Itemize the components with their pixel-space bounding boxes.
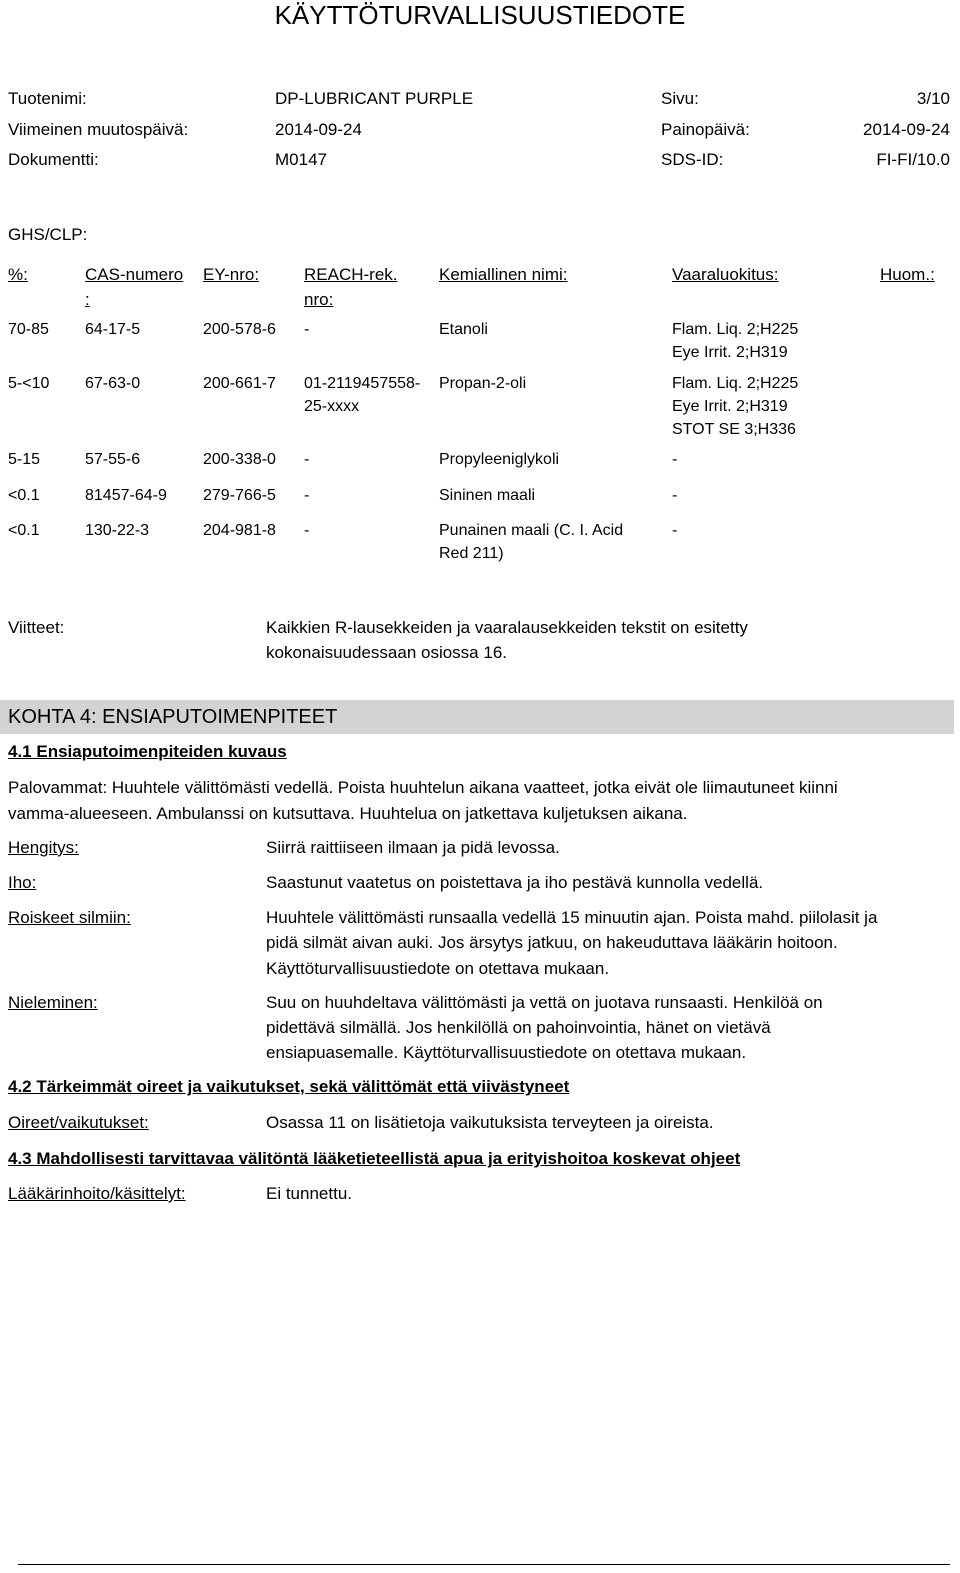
- product-name-value: DP-LUBRICANT PURPLE: [275, 89, 474, 108]
- document-title: KÄYTTÖTURVALLISUUSTIEDOTE: [274, 0, 686, 30]
- document-id-label: Dokumentti:: [8, 150, 99, 169]
- eyes-text-line-2: pidä silmät aivan auki. Jos ärsytys jatkuu, on hakeuduttava lääkärin hoitoon.: [266, 933, 838, 952]
- references-label: Viitteet:: [8, 618, 65, 637]
- treatment-label: Lääkärinhoito/käsittelyt:: [8, 1184, 186, 1203]
- document-id-value: M0147: [275, 150, 327, 169]
- cell-cas: 57-55-6: [85, 451, 141, 468]
- ingestion-text-line-2: pidettävä silmällä. Jos henkilöllä on pahoinvointia, hänet on vietävä: [266, 1018, 771, 1037]
- cell-classification-line-3: STOT SE 3;H336: [672, 421, 796, 438]
- page-value: 3/10: [916, 89, 950, 108]
- cell-ec: 200-661-7: [203, 375, 276, 392]
- cell-cas: 81457-64-9: [85, 487, 167, 504]
- cell-reach: -: [304, 487, 310, 504]
- eyes-label: Roiskeet silmiin:: [8, 908, 131, 927]
- ingestion-text-line-3: ensiapuasemalle. Käyttöturvallisuustiedote on otettava mukaan.: [266, 1043, 747, 1062]
- cell-classification: Flam. Liq. 2;H225: [672, 321, 799, 338]
- eyes-text-line-3: Käyttöturvallisuustiedote on otettava mukaan.: [266, 959, 610, 978]
- symptoms-label: Oireet/vaikutukset:: [8, 1113, 149, 1132]
- cell-ec: 200-338-0: [203, 451, 276, 468]
- cell-reach: -: [304, 451, 310, 468]
- cell-ec: 200-578-6: [203, 321, 276, 338]
- cell-reach: -: [304, 321, 310, 338]
- ghs-clp-heading: GHS/CLP:: [8, 225, 88, 244]
- print-date-value: 2014-09-24: [863, 120, 950, 139]
- cell-chemical-name: Propyleeniglykoli: [439, 451, 560, 468]
- cell-chemical-name: Punainen maali (C. I. Acid: [439, 522, 624, 539]
- section-4-header-bar: [0, 700, 954, 734]
- cell-reach: -: [304, 522, 310, 539]
- cell-classification: -: [672, 487, 678, 504]
- product-name-label: Tuotenimi:: [8, 89, 87, 108]
- subsection-4-2-heading: 4.2 Tärkeimmät oireet ja vaikutukset, sekä välittömät että viivästyneet: [8, 1077, 570, 1096]
- cell-cas: 67-63-0: [85, 375, 141, 392]
- cell-classification: -: [672, 451, 678, 468]
- cell-ec: 279-766-5: [203, 487, 276, 504]
- page-label: Sivu:: [661, 89, 699, 108]
- column-header-chemical-name: Kemiallinen nimi:: [439, 265, 568, 284]
- column-header-reach-cont: nro:: [304, 290, 334, 309]
- inhalation-label: Hengitys:: [8, 838, 79, 857]
- cell-chemical-name: Propan-2-oli: [439, 375, 527, 392]
- cell-percent: <0.1: [8, 522, 40, 539]
- first-aid-general-text-line-2: vamma-alueeseen. Ambulanssi on kutsuttava. Huuhtelua on jatkettava kuljetuksen aikana.: [8, 804, 688, 823]
- references-text-line-2: kokonaisuudessaan osiossa 16.: [266, 643, 507, 662]
- subsection-4-3-heading: 4.3 Mahdollisesti tarvittavaa välitöntä lääketieteellistä apua ja erityishoitoa koskevat ohjeet: [8, 1149, 741, 1168]
- cell-percent: <0.1: [8, 487, 40, 504]
- revision-date-value: 2014-09-24: [275, 120, 362, 139]
- cell-percent: 5-<10: [8, 375, 50, 392]
- cell-cas: 64-17-5: [85, 321, 141, 338]
- references-text: Kaikkien R-lausekkeiden ja vaaralausekkeiden tekstit on esitetty: [266, 618, 748, 637]
- sds-id-value: FI-FI/10.0: [876, 150, 950, 169]
- cell-percent: 5-15: [8, 451, 41, 468]
- skin-label: Iho:: [8, 873, 37, 892]
- sds-id-label: SDS-ID:: [661, 150, 724, 169]
- cell-classification: -: [672, 522, 678, 539]
- inhalation-text: Siirrä raittiiseen ilmaan ja pidä levossa.: [266, 838, 560, 857]
- cell-classification: Flam. Liq. 2;H225: [672, 375, 799, 392]
- revision-date-label: Viimeinen muutospäivä:: [8, 120, 189, 139]
- column-header-cas: CAS-numero: [85, 265, 184, 284]
- footer-divider: [18, 1564, 950, 1565]
- ingestion-label: Nieleminen:: [8, 993, 98, 1012]
- ingestion-text: Suu on huuhdeltava välittömästi ja vettä on juotava runsaasti. Henkilöä on: [266, 993, 823, 1012]
- first-aid-general-text: Palovammat: Huuhtele välittömästi vedellä. Poista huuhtelun aikana vaatteet, jotka eivät ole liimautuneet kiinni: [8, 778, 838, 797]
- cell-percent: 70-85: [8, 321, 49, 338]
- subsection-4-1-heading: 4.1 Ensiaputoimenpiteiden kuvaus: [8, 742, 287, 761]
- section-4-title: KOHTA 4: ENSIAPUTOIMENPITEET: [8, 706, 338, 728]
- cell-chemical-name: Etanoli: [439, 321, 488, 338]
- column-header-classification: Vaaraluokitus:: [672, 265, 779, 284]
- column-header-percent: %:: [8, 265, 28, 284]
- print-date-label: Painopäivä:: [661, 120, 750, 139]
- cell-chemical-name-line-2: Red 211): [439, 545, 504, 562]
- cell-classification-line-2: Eye Irrit. 2;H319: [672, 398, 788, 415]
- cell-ec: 204-981-8: [203, 522, 276, 539]
- symptoms-text: Osassa 11 on lisätietoja vaikutuksista terveyteen ja oireista.: [266, 1113, 714, 1132]
- column-header-cas-cont: :: [85, 290, 90, 309]
- cell-reach-line-2: 25-xxxx: [304, 398, 360, 415]
- column-header-notes: Huom.:: [880, 265, 935, 284]
- column-header-ec: EY-nro:: [203, 265, 260, 284]
- eyes-text: Huuhtele välittömästi runsaalla vedellä 15 minuutin ajan. Poista mahd. piilolasit ja: [266, 908, 878, 927]
- cell-classification-line-2: Eye Irrit. 2;H319: [672, 344, 788, 361]
- cell-reach: 01-2119457558-: [304, 375, 421, 392]
- cell-chemical-name: Sininen maali: [439, 487, 536, 504]
- cell-cas: 130-22-3: [85, 522, 150, 539]
- treatment-text: Ei tunnettu.: [266, 1184, 353, 1203]
- column-header-reach: REACH-rek.: [304, 265, 398, 284]
- skin-text: Saastunut vaatetus on poistettava ja iho pestävä kunnolla vedellä.: [266, 873, 764, 892]
